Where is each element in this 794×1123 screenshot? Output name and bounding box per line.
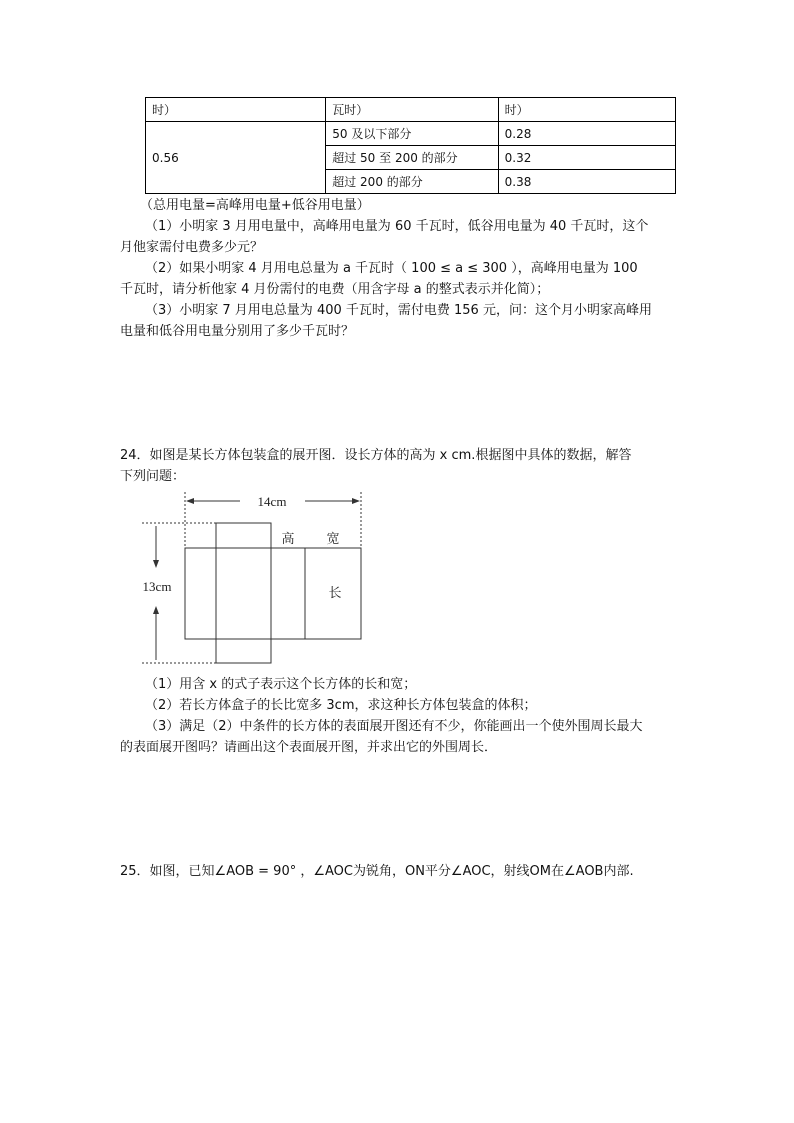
table-cell: 0.38	[498, 170, 675, 194]
table-cell: 0.28	[498, 122, 675, 146]
table-cell: 50 及以下部分	[326, 122, 498, 146]
q23-part1-line1: （1）小明家 3 月用电量中，高峰用电量为 60 千瓦时，低谷用电量为 40 千瓦时，这个	[145, 219, 649, 234]
q23-part2-line2: 千瓦时，请分析他家 4 月份需付的电费（用含字母 a 的整式表示并化简）；	[120, 282, 550, 297]
q23-part3-line1: （3）小明家 7 月用电总量为 400 千瓦时，需付电费 156 元，问：这个月小明家高峰用	[145, 303, 652, 318]
q24-stem-line2: 下列问题：	[120, 469, 186, 484]
table-cell: 瓦时）	[326, 98, 498, 122]
label-height-gao: 高	[281, 531, 295, 546]
arrowhead-right	[352, 498, 360, 504]
label-length-chang: 长	[328, 585, 342, 600]
electricity-rate-table	[145, 97, 676, 194]
q23-part3-line2: 电量和低谷用电量分别用了多少千瓦时？	[120, 324, 355, 339]
net-vertical-strip	[216, 523, 271, 663]
q24-part3-line1: （3）满足（2）中条件的长方体的表面展开图还有不少，你能画出一个使外围周长最大	[145, 719, 643, 734]
width-label: 14cm	[257, 494, 287, 509]
table-row	[146, 98, 676, 122]
table-cell: 时）	[146, 98, 326, 122]
arrowhead-left	[186, 498, 194, 504]
arrowhead-up	[153, 606, 159, 614]
q23-note: （总用电量=高峰用电量+低谷用电量）	[140, 198, 370, 213]
height-label: 13cm	[142, 579, 172, 594]
q24-part2: （2）若长方体盒子的长比宽多 3cm，求这种长方体包装盒的体积；	[145, 698, 537, 713]
table-row	[146, 122, 676, 146]
table-cell: 0.32	[498, 146, 675, 170]
table-cell: 时）	[498, 98, 675, 122]
label-width-kuan: 宽	[326, 531, 340, 546]
q23-part2-line1: （2）如果小明家 4 月用电总量为 a 千瓦时（ 100 ≤ a ≤ 300 ），高峰用电量为 100	[145, 261, 638, 276]
table-cell: 超过 50 至 200 的部分	[326, 146, 498, 170]
arrowhead-down	[153, 560, 159, 568]
q24-part3-line2: 的表面展开图吗？请画出这个表面展开图，并求出它的外围周长．	[120, 740, 498, 755]
peak-price-cell: 0.56	[146, 122, 326, 194]
q25-stem: 25．如图，已知∠AOB = 90° ，∠AOC为锐角，ON平分∠AOC，射线OM在∠AOB内部.	[120, 864, 634, 879]
q24-stem-line1: 24．如图是某长方体包装盒的展开图．设长方体的高为 x cm.根据图中具体的数据，解答	[120, 448, 632, 463]
box-net-diagram	[140, 489, 370, 669]
q23-part1-line2: 月他家需付电费多少元？	[120, 240, 264, 255]
q24-part1: （1）用含 x 的式子表示这个长方体的长和宽；	[145, 677, 417, 692]
table-cell: 超过 200 的部分	[326, 170, 498, 194]
